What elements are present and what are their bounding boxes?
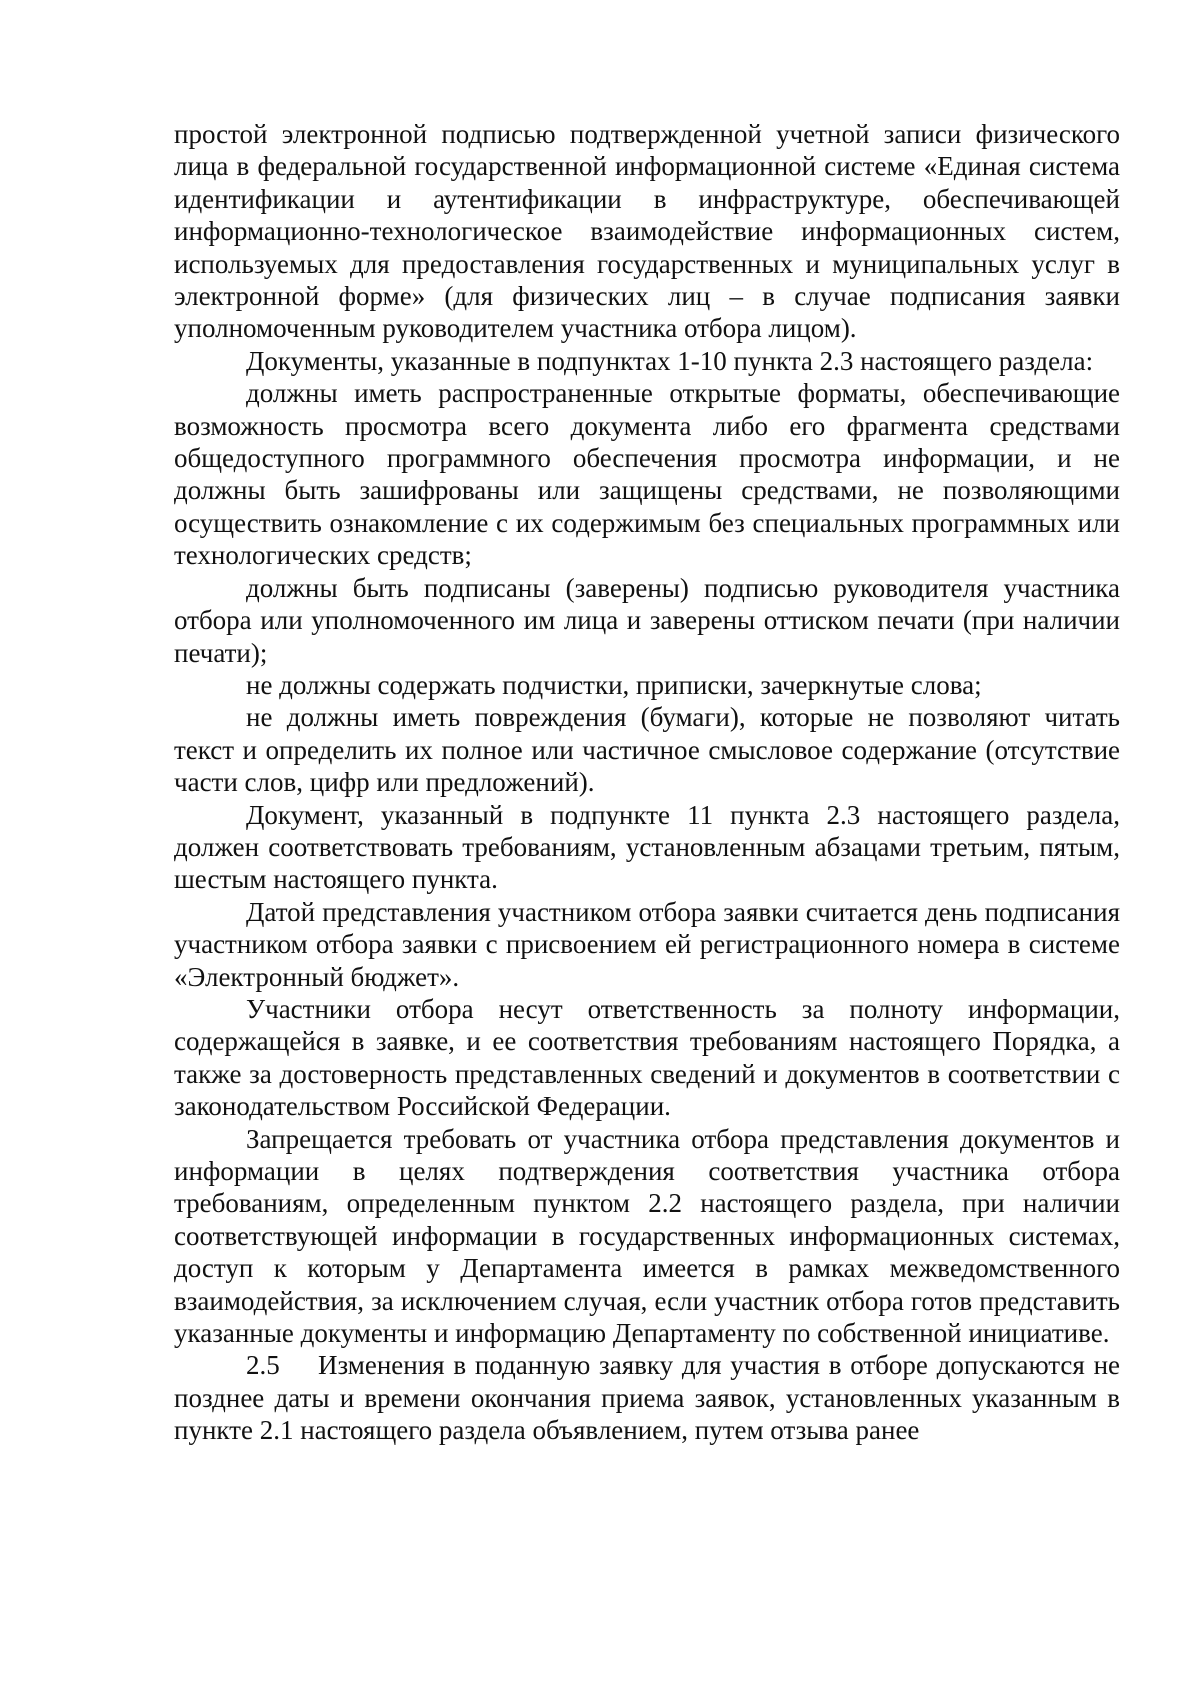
paragraph-documents-intro: Документы, указанные в подпунктах 1-10 пункта 2.3 настоящего раздела:	[246, 345, 1094, 376]
paragraph-no-corrections: не должны содержать подчистки, приписки, зачеркнутые слова;	[246, 669, 982, 700]
paragraph-submission-date: Датой представления участником отбора заявки считается день подписания участником отбора заявки с присвоением ей регистрационного номера в системе «Электронный бюджет».	[174, 896, 1120, 992]
item-text: Изменения в поданную заявку для участия в отборе допускаются не позднее даты и времени окончания приема заявок, установленных указанным в пункте 2.1 настоящего раздела объявлением, путем отзыва ранее	[174, 1350, 1120, 1446]
paragraph-item-2-5	[174, 1349, 1120, 1446]
paragraph-signed-stamped: должны быть подписаны (заверены) подписью руководителя участника отбора или уполномоченного им лица и заверены оттиском печати (при наличии печати);	[174, 572, 1120, 668]
paragraph-no-damage: не должны иметь повреждения (бумаги), которые не позволяют читать текст и определить их полное или частичное смысловое содержание (отсутствие части слов, цифр или предложений).	[174, 702, 1120, 798]
paragraph-open-formats: должны иметь распространенные открытые форматы, обеспечивающие возможность просмотра всего документа либо его фрагмента средствами общедоступного программного обеспечения просмотра информации, и не должны быть зашифрованы или защищены средствами, не позволяющими осуществить ознакомление с их содержимым без специальных программных или технологических средств;	[174, 378, 1120, 571]
paragraph-responsibility: Участники отбора несут ответственность за полноту информации, содержащейся в заявке, и ее соответствия требованиям настоящего Порядка, а также за достоверность представленных сведений и документов в соответствии с законодательством Российской Федерации.	[174, 993, 1120, 1122]
paragraph-prohibition: Запрещается требовать от участника отбора представления документов и информации в целях подтверждения соответствия участника отбора требованиям, определенным пунктом 2.2 настоящего раздела, при наличии соответствующей информации в государственных информационных системах, доступ к которым у Департамента имеется в рамках межведомственного взаимодействия, за исключением случая, если участник отбора готов представить указанные документы и информацию Департаменту по собственной инициативе.	[174, 1123, 1120, 1349]
document-page	[174, 118, 1120, 1447]
paragraph-signature-continuation: простой электронной подписью подтвержденной учетной записи физического лица в федеральной государственной информационной системе «Единая система идентификации и аутентификации в инфраструктуре, обеспечивающей информационно-технологическое взаимодействие информационных систем, используемых для предоставления государственных и муниципальных услуг в электронной форме» (для физических лиц – в случае подписания заявки уполномоченным руководителем участника отбора лицом).	[174, 119, 1120, 344]
paragraph-document-11: Документ, указанный в подпункте 11 пункта 2.3 настоящего раздела, должен соответствовать требованиям, установленным абзацами третьим, пятым, шестым настоящего пункта.	[174, 799, 1120, 895]
item-number: 2.5	[246, 1350, 280, 1381]
